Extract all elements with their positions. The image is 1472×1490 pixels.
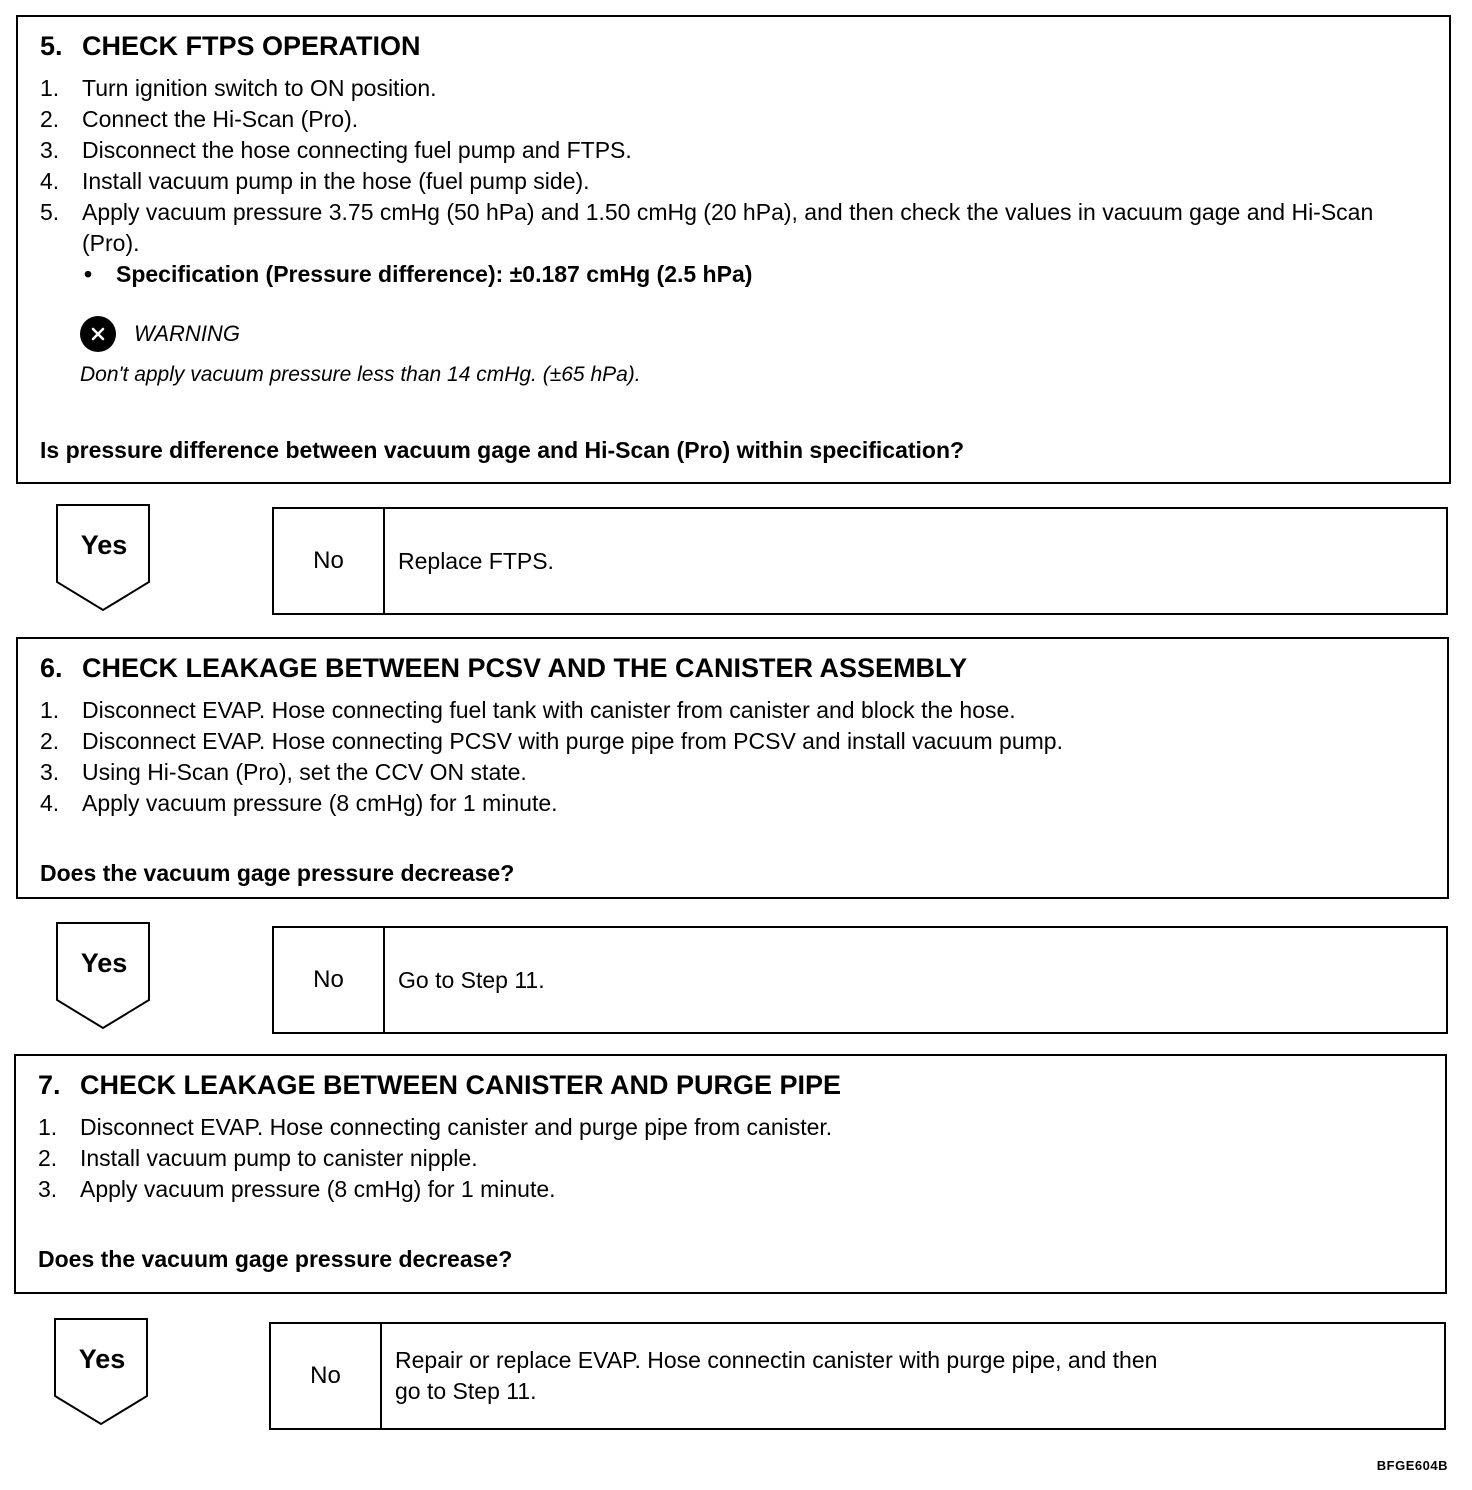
warning-note — [80, 316, 1427, 390]
list-item: 3. Apply vacuum pressure (8 cmHg) for 1 minute. — [38, 1176, 556, 1202]
no-action: Go to Step 11. — [398, 966, 545, 993]
warning-header — [80, 316, 1427, 352]
no-action — [382, 1324, 1444, 1428]
warning-label: WARNING — [134, 321, 240, 346]
step-5-yes-arrow — [56, 504, 152, 612]
no-label: No — [274, 928, 385, 1032]
no-action-line-2: go to Step 11. — [395, 1378, 537, 1404]
yes-label: Yes — [80, 530, 128, 560]
step-6-box — [16, 637, 1449, 899]
step-6-no-box — [272, 926, 1448, 1034]
step-5-title: 5. CHECK FTPS OPERATION — [40, 31, 421, 61]
step-6-instructions — [40, 695, 1425, 819]
figure-code: BFGE604B — [1376, 1458, 1448, 1473]
warning-text: Don't apply vacuum pressure less than 14 cmHg. (±65 hPa). — [80, 363, 641, 386]
step-7-title: 7. CHECK LEAKAGE BETWEEN CANISTER AND PURGE PIPE — [38, 1070, 842, 1100]
step-7-instructions — [38, 1112, 1423, 1205]
step-7-box — [14, 1054, 1447, 1294]
step-6-yes-arrow — [56, 922, 152, 1030]
step-5-no-box — [272, 507, 1448, 615]
step-5-question: Is pressure difference between vacuum gage and Hi-Scan (Pro) within specification? — [40, 437, 965, 463]
list-item: 1. Turn ignition switch to ON position. — [40, 75, 437, 101]
step-7-question: Does the vacuum gage pressure decrease? — [38, 1246, 513, 1272]
step-7-no-box — [269, 1322, 1446, 1430]
list-item: 4. Install vacuum pump in the hose (fuel pump side). — [40, 168, 590, 194]
list-item: 2. Install vacuum pump to canister nipple. — [38, 1145, 478, 1171]
step-6-question: Does the vacuum gage pressure decrease? — [40, 860, 515, 886]
yes-label: Yes — [80, 948, 128, 978]
list-item: 5. Apply vacuum pressure 3.75 cmHg (50 hPa) and 1.50 cmHg (20 hPa), and then check the values in vacuum gage and Hi-Scan (Pro). — [40, 199, 1374, 256]
step-7-yes-arrow — [54, 1318, 150, 1426]
list-item: 2. Connect the Hi-Scan (Pro). — [40, 106, 359, 132]
x-circle-icon — [80, 316, 116, 352]
list-item: 2. Disconnect EVAP. Hose connecting PCSV with purge pipe from PCSV and install vacuum pump. — [40, 728, 1063, 754]
list-item: 4. Apply vacuum pressure (8 cmHg) for 1 minute. — [40, 790, 558, 816]
step-5-box — [16, 15, 1451, 484]
yes-label: Yes — [78, 1344, 126, 1374]
list-item: 3. Using Hi-Scan (Pro), set the CCV ON state. — [40, 759, 527, 785]
no-label: No — [274, 509, 385, 613]
list-item: 1. Disconnect EVAP. Hose connecting canister and purge pipe from canister. — [38, 1114, 833, 1140]
list-item: 1. Disconnect EVAP. Hose connecting fuel tank with canister from canister and block the hose. — [40, 697, 1016, 723]
specification: • Specification (Pressure difference): ±0.187 cmHg (2.5 hPa) — [84, 261, 753, 287]
step-5-instructions — [40, 73, 1427, 259]
step-6-title: 6. CHECK LEAKAGE BETWEEN PCSV AND THE CANISTER ASSEMBLY — [40, 653, 968, 683]
no-label: No — [271, 1324, 382, 1428]
no-action-line-1: Repair or replace EVAP. Hose connectin canister with purge pipe, and then — [395, 1347, 1158, 1373]
no-action: Replace FTPS. — [398, 547, 554, 574]
list-item: 3. Disconnect the hose connecting fuel pump and FTPS. — [40, 137, 632, 163]
